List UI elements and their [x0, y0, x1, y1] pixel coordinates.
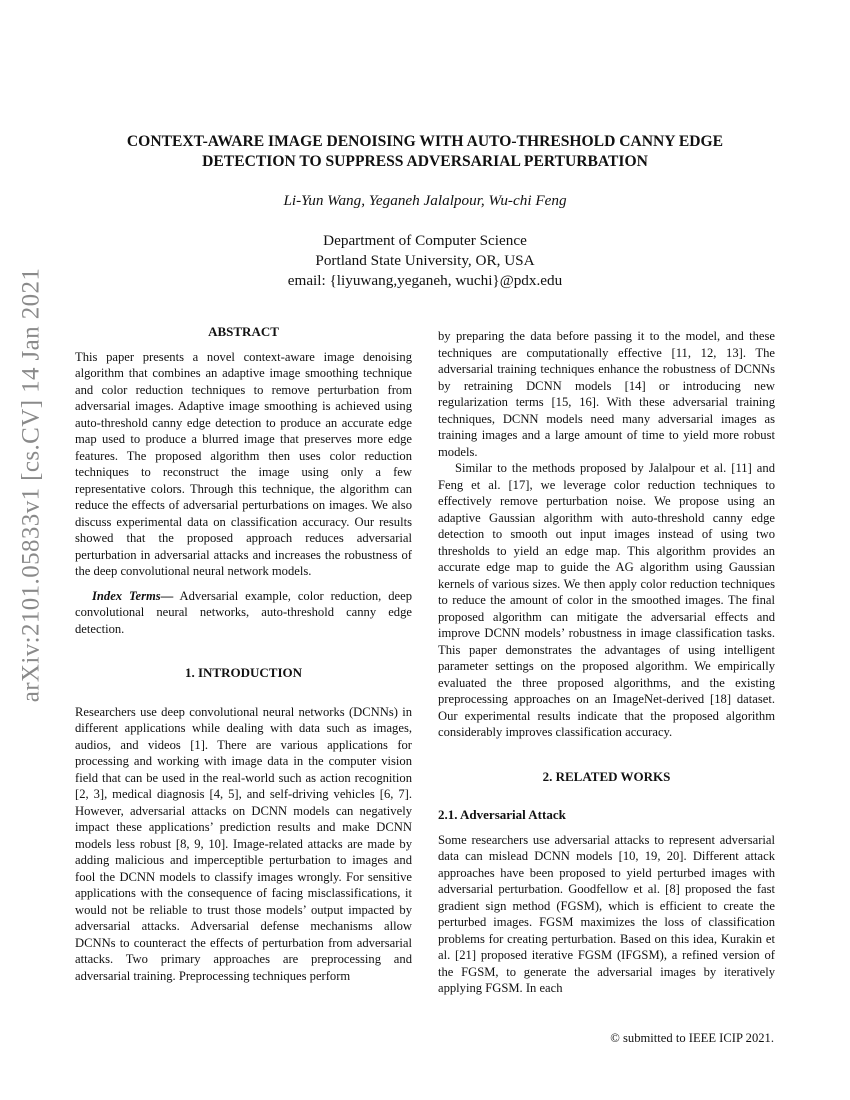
- department: Department of Computer Science: [323, 232, 527, 249]
- introduction-para2: Similar to the methods proposed by Jalalpour et al. [11] and Feng et al. [17], we leverage color reduction techniques to effectively remove perturbation noise. We propose using an adaptive Gaussian algorithm with auto-threshold canny edge detection to smooth out input images instead of using two thresholds to yield an edge map. This algorithm provides an accurate edge map to guide the AG algorithm using Gaussian kernels of various sizes. We then apply color reduction techniques to reduce the amount of color in the smoothed images. The final proposed algorithm can mitigate the adversarial effects and improve DCNN models’ robustness in image classification tasks. This paper demonstrates the advantages of using intelligent parameter settings on the proposed algorithm. We empirically evaluated the three proposed algorithms, and the existing preprocessing approaches on an ImageNet-derived [18] dataset. Our experimental results indicate that the proposed algorithm considerably improves classification accuracy.: [438, 461, 775, 739]
- paper-title-line1: CONTEXT-AWARE IMAGE DENOISING WITH AUTO-THRESHOLD CANNY EDGE: [126, 133, 724, 150]
- paper-title-line2: DETECTION TO SUPPRESS ADVERSARIAL PERTURBATION: [202, 153, 648, 170]
- footer-note: © submitted to IEEE ICIP 2021.: [610, 1031, 774, 1045]
- abstract-heading: ABSTRACT: [208, 324, 279, 339]
- index-terms-label: Index Terms—: [92, 588, 174, 603]
- left-column: [75, 324, 412, 984]
- university: Portland State University, OR, USA: [315, 252, 535, 269]
- arxiv-stamp-text: arXiv:2101.05833v1 [cs.CV] 14 Jan 2021: [17, 267, 45, 703]
- index-terms: [75, 588, 412, 638]
- right-column: [438, 328, 775, 997]
- related-works-text: Some researchers use adversarial attacks to represent adversarial data can mislead DCNN models [10, 19, 20]. Different attack approaches have been proposed to yield perturbed images with adversarial perturbation. Goodfellow et al. [8] proposed the fast gradient sign method (FGSM), which is efficient to create the perturbed images. FGSM maximizes the loss of classification problems for creating perturbation. Based on this idea, Kurakin et al. [21] proposed iterative FGSM (IFGSM), a refined version of the FGSM, to generate the adversarial images by iteratively applying FGSM. In each: [438, 832, 775, 995]
- introduction-heading: 1. INTRODUCTION: [184, 665, 302, 680]
- adversarial-attack-heading: 2.1. Adversarial Attack: [438, 807, 566, 822]
- email: email: {liyuwang,yeganeh, wuchi}@pdx.edu: [287, 272, 563, 289]
- authors: Li-Yun Wang, Yeganeh Jalalpour, Wu-chi Feng: [283, 192, 567, 209]
- related-works-heading: 2. RELATED WORKS: [542, 768, 671, 784]
- arxiv-stamp: [12, 267, 50, 703]
- introduction-text: Researchers use deep convolutional neural networks (DCNNs) in different applications while dealing with data such as images, audios, and videos [1]. There are various applications for processing and working with image data in the computer vision field that can be used in the real-world such as action recognition [2, 3], medical diagnosis [4, 5], and self-driving vehicles [6, 7]. However, adversarial attacks on DCNN models can negatively impact these applications’ prediction results and make DCNN models less robust [8, 9, 10]. Image-related attacks are made by adding malicious and imperceptible perturbation to images and fool the DCNN models to classify images wrongly. For sensitive applications with the consequence of facing misclassifications, it would not be reliable to trust those models’ output impacted by adversarial attacks. Adversarial defense mechanisms allow DCNNs to counteract the effects of perturbation from adversarial attacks. Two primary approaches are preprocessing and adversarial training. Preprocessing techniques perform: [75, 704, 412, 983]
- introduction-continued: by preparing the data before passing it to the model, and these techniques are computationally effective [11, 12, 13]. The adversarial training techniques enhance the robustness of DCNNs by retraining DCNN models [14] or introducing new regularization terms [15, 16]. With these adversarial training techniques, DCNN models need many adversarial images as training images and a large amount of time to yield more robust models.: [438, 329, 775, 459]
- abstract-text: This paper presents a novel context-aware image denoising algorithm that combines an adaptive image smoothing technique and color reduction techniques to remove perturbation from adversarial images. Adaptive image smoothing is achieved using auto-threshold canny edge detection to produce an accurate edge map used to produce a blurred image that preserves more edge features. The proposed algorithm then uses color reduction techniques to reconstruct the image using only a few representative colors. Through this technique, the algorithm can reduce the effects of adversarial perturbations on images. We also discuss experimental data on classification accuracy. Our results showed that the proposed approach reduces adversarial perturbation in adversarial attacks and increases the robustness of the deep convolutional neural network models.: [75, 349, 412, 578]
- affiliation: [75, 231, 775, 291]
- index-terms-text: Adversarial example, color reduction, deep convolutional neural networks, auto-threshold canny edge detection.: [75, 588, 412, 636]
- paper-title: [75, 132, 775, 172]
